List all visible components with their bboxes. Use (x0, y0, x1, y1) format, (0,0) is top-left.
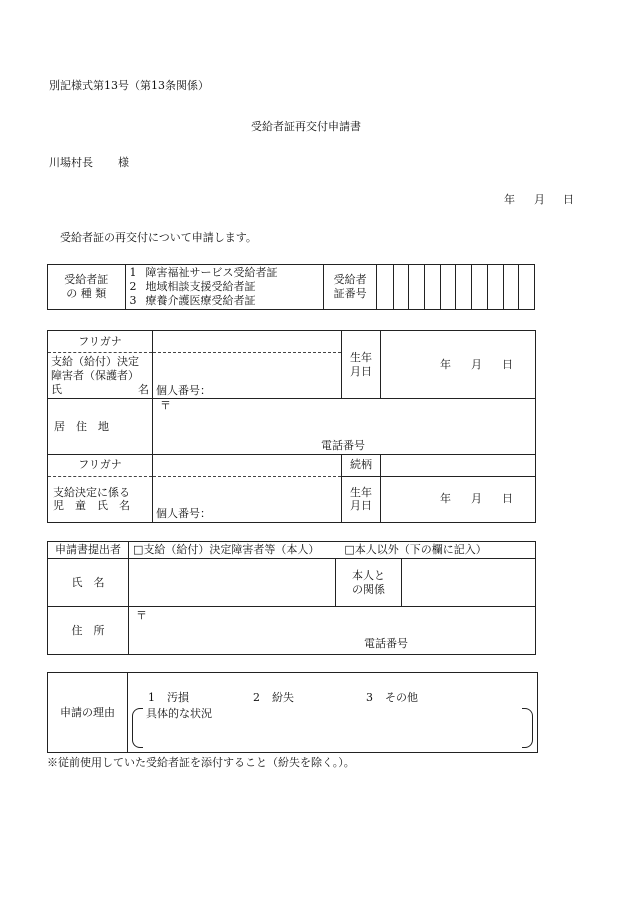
child-furigana-field[interactable] (153, 454, 342, 476)
furigana-label: フリガナ (48, 331, 153, 353)
certificate-type-options (125, 265, 324, 310)
mynumber-label: 個人番号： (156, 383, 211, 397)
certificate-number-digit[interactable] (519, 265, 535, 310)
certificate-number-label: 受給者 証番号 (324, 265, 376, 310)
footnote: ※従前使用していた受給者証を添付すること（紛失を除く。）。 (47, 756, 355, 769)
reason-table (47, 672, 538, 753)
reason-options (148, 691, 418, 705)
applicant-relation-field[interactable] (402, 559, 536, 607)
certificate-number-digit[interactable] (393, 265, 409, 310)
certificate-number-digit[interactable] (425, 265, 441, 310)
submitter-label: 申請書提出者 (48, 542, 129, 559)
relation-label: 続柄 (342, 454, 381, 476)
recipient-name-label: 支給（給付）決定 障害者（保護者） 氏 名 (48, 353, 153, 399)
furigana-field[interactable] (153, 331, 342, 353)
certificate-number-digit[interactable] (472, 265, 488, 310)
birthdate-label: 生年 月日 (342, 331, 381, 399)
child-mynumber-label: 個人番号： (156, 507, 211, 521)
certificate-option-2[interactable]: 2 地域相談支援受給者証 (129, 280, 256, 294)
submitter-other-checkbox[interactable]: □本人以外（下の欄に記入） (344, 543, 487, 557)
reason-label: 申請の理由 (48, 673, 128, 753)
reason-option-3[interactable]: 3 その他 (366, 691, 418, 704)
date-month-label: 月 (534, 193, 545, 206)
applicant-address-label: 住 所 (48, 607, 129, 655)
reason-detail-bracket-right (522, 708, 533, 748)
certificate-type-table (47, 264, 535, 310)
intro-text: 受給者証の再交付について申請します。 (60, 231, 257, 244)
postal-mark: 〒 (160, 399, 171, 413)
applicant-relation-label: 本人と の関係 (336, 559, 402, 607)
child-furigana-label: フリガナ (48, 454, 153, 476)
date-day-label: 日 (563, 193, 574, 206)
certificate-type-label: 受給者証 の 種 類 (48, 265, 126, 310)
applicant-postal-mark: 〒 (136, 609, 147, 622)
reason-detail-field[interactable] (144, 721, 521, 745)
certificate-number-digit[interactable] (440, 265, 456, 310)
applicant-name-label: 氏 名 (48, 559, 129, 607)
recipient-table (47, 330, 536, 523)
child-name-label: 支給決定に係る 児 童 氏 名 (48, 476, 153, 522)
child-birthdate-field[interactable]: 年 月 日 (381, 476, 536, 522)
addressee-honorific: 様 (118, 156, 129, 169)
addressee: 川場村長 (49, 156, 93, 169)
child-name-field[interactable] (153, 476, 342, 522)
reason-option-2[interactable]: 2 紛失 (253, 691, 294, 704)
phone-label: 電話番号 (321, 439, 365, 453)
reason-field (128, 673, 538, 753)
certificate-number-digit[interactable] (503, 265, 519, 310)
applicant-phone-label: 電話番号 (364, 637, 408, 650)
reason-detail-bracket-left (132, 708, 143, 748)
reason-option-1[interactable]: 1 汚損 (148, 691, 189, 704)
reason-detail-label: 具体的な状況 (146, 707, 212, 720)
recipient-name-field[interactable] (153, 353, 342, 399)
certificate-option-3[interactable]: 3 療養介護医療受給者証 (129, 293, 256, 307)
certificate-option-1[interactable]: 1 障害福祉サービス受給者証 (129, 266, 278, 280)
certificate-number-digit[interactable] (409, 265, 425, 310)
residence-label: 居 住 地 (48, 399, 153, 454)
child-birthdate-label: 生年 月日 (342, 476, 381, 522)
page-title: 受給者証再交付申請書 (251, 120, 361, 133)
submitter-options (129, 542, 536, 559)
certificate-number-digit[interactable] (456, 265, 472, 310)
relation-field[interactable] (381, 454, 536, 476)
form-number: 別記様式第13号（第13条関係） (49, 79, 209, 92)
certificate-number-digit[interactable] (376, 265, 393, 310)
applicant-name-field[interactable] (129, 559, 336, 607)
applicant-table (47, 541, 536, 655)
submitter-self-checkbox[interactable]: □支給（給付）決定障害者等（本人） (133, 543, 320, 557)
residence-field[interactable] (153, 399, 536, 454)
applicant-address-field[interactable] (129, 607, 536, 655)
date-year-label: 年 (504, 193, 515, 206)
birthdate-field[interactable]: 年 月 日 (381, 331, 536, 399)
certificate-number-digit[interactable] (487, 265, 503, 310)
